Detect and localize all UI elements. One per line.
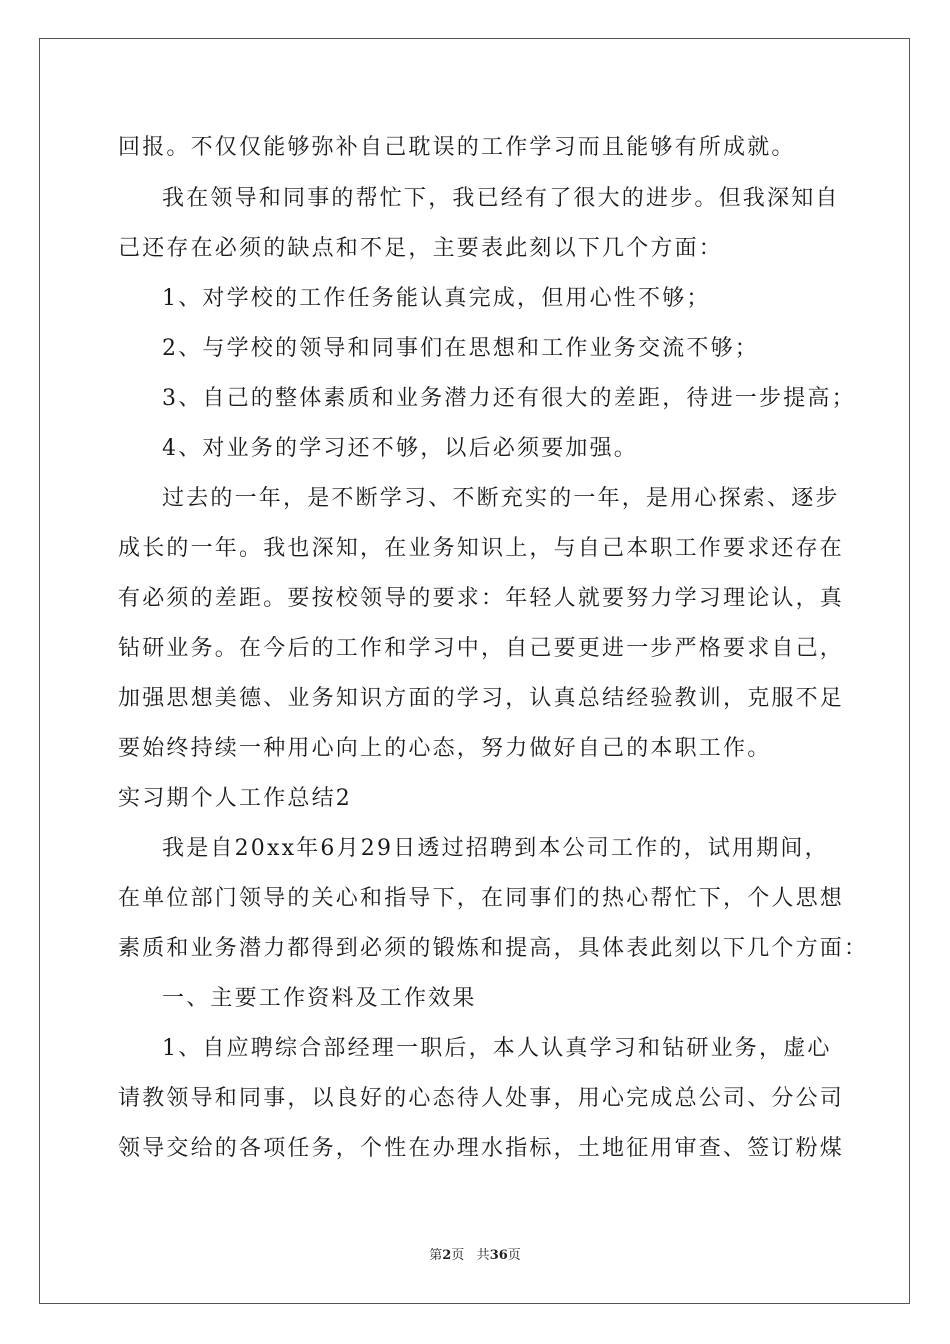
paragraph-line: 请教领导和同事，以良好的心态待人处事，用心完成总公司、分公司 [118,1086,845,1111]
paragraph-line: 素质和业务潜力都得到必须的锻炼和提高，具体表此刻以下几个方面： [118,936,869,961]
paragraph-line: 回报。不仅仅能够弥补自己耽误的工作学习而且能够有所成就。 [118,135,796,160]
paragraph-line: 我在领导和同事的帮忙下，我已经有了很大的进步。但我深知自 [162,186,840,211]
subsection-heading: 一、主要工作资料及工作效果 [162,986,477,1011]
paragraph-line: 要始终持续一种用心向上的心态，努力做好自己的本职工作。 [118,736,772,761]
list-item: 1、对学校的工作任务能认真完成，但用心性不够； [162,286,711,311]
paragraph-line: 1、自应聘综合部经理一职后，本人认真学习和钻研业务，虚心 [162,1036,832,1061]
paragraph-line: 己还存在必须的缺点和不足，主要表此刻以下几个方面： [118,236,724,261]
paragraph-line: 我是自20xx年6月29日透过招聘到本公司工作的，试用期间， [162,836,829,861]
section-heading: 实习期个人工作总结2 [118,786,352,811]
page-prefix: 第 [429,1248,443,1263]
page-border [39,38,910,1304]
paragraph-line: 加强思想美德、业务知识方面的学习，认真总结经验教训，克服不足 [118,686,845,711]
total-suffix: 页 [507,1248,521,1263]
paragraph-line: 在单位部门领导的关心和指导下，在同事们的热心帮忙下，个人思想 [118,886,845,911]
paragraph-line: 有必须的差距。要按校领导的要求：年轻人就要努力学习理论认，真 [118,586,845,611]
paragraph-line: 成长的一年。我也深知，在业务知识上，与自己本职工作要求还存在 [118,536,845,561]
list-item: 3、自己的整体素质和业务潜力还有很大的差距，待进一步提高； [162,386,856,411]
paragraph-line: 过去的一年，是不断学习、不断充实的一年，是用心探索、逐步 [162,486,840,511]
page-suffix: 页 [451,1248,465,1263]
page-total: 36 [489,1248,508,1263]
list-item: 2、与学校的领导和同事们在思想和工作业务交流不够； [162,336,759,361]
list-item: 4、对业务的学习还不够，以后必须要加强。 [162,436,638,461]
total-prefix: 共 [476,1248,490,1263]
paragraph-line: 钻研业务。在今后的工作和学习中，自己要更进一步严格要求自己， [118,636,845,661]
page-current: 2 [442,1248,452,1263]
page-footer [0,1248,950,1264]
paragraph-line: 领导交给的各项任务，个性在办理水指标，土地征用审查、签订粉煤 [118,1136,845,1161]
